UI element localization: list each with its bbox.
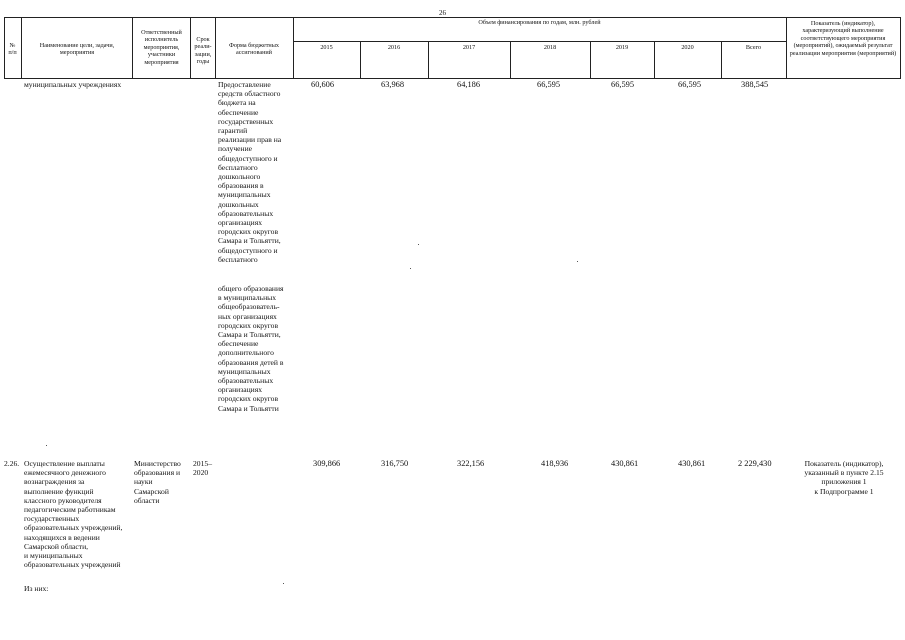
header-num: № п/п: [8, 42, 17, 57]
header-responsible: Ответственный исполнитель мероприятия, участники мероприятия: [141, 29, 182, 66]
scan-speck: [283, 583, 284, 584]
table-right-border: [900, 17, 901, 79]
row1-name: муниципальных учреждениях: [24, 80, 122, 89]
row2-indicator: Показатель (индикатор), указанный в пункте 2.15 приложения 1 к Подпрограмме 1: [804, 459, 884, 496]
row2-responsible: Министерство образования и науки Самарской области: [134, 459, 181, 505]
col-divider-resp: [190, 17, 191, 79]
header-form: Форма бюджетных ассигнований: [229, 42, 279, 57]
years-row-border: [293, 41, 786, 42]
header-year-2020: 2020: [681, 44, 694, 51]
row1-value-2016: 63,968: [381, 80, 405, 89]
row1-form-part1: Предоставление средств областного бюджета на обеспечение государственных гарантий реализации прав на получение общедоступного и бесплатного дошкольного образования в муниципальных дошкольных образовательных организациях городских округов Самара и Тольятти, общедоступного и бесплатного: [218, 80, 282, 264]
col-divider-term: [215, 17, 216, 79]
scan-speck: [410, 268, 411, 269]
row2-value-2020: 430,861: [678, 459, 706, 468]
scan-speck: [418, 244, 419, 245]
table-top-border: [4, 17, 901, 18]
row2-value-2018: 418,936: [541, 459, 569, 468]
row1-value-2020: 66,595: [678, 80, 702, 89]
scan-speck: [46, 445, 47, 446]
scan-speck: [577, 261, 578, 262]
row2-value-2019: 430,861: [611, 459, 639, 468]
header-year-2018: 2018: [543, 44, 557, 51]
row1-form-part2: общего образования в муниципальных общеобразователь- ных организациях городских округов Самара и Тольятти, обеспечение дополнительного образования детей в муниципальных образовательных организациях городских округов Самара и Тольятти: [218, 284, 284, 413]
col-divider-num: [21, 17, 22, 79]
header-year-2016: 2016: [387, 44, 401, 51]
row1-value-2018: 66,595: [537, 80, 561, 89]
row2-value-2015: 309,866: [313, 459, 341, 468]
header-funding: Объем финансирования по годам, млн. рублей: [478, 19, 601, 26]
header-year-2019: 2019: [615, 44, 629, 51]
header-bottom-border: [4, 78, 901, 79]
row2-value-2017: 322,156: [457, 459, 485, 468]
row1-value-2017: 64,186: [457, 80, 481, 89]
footer-text: Из них:: [24, 584, 49, 593]
col-divider-indicator: [786, 17, 787, 79]
row2-name: Осуществление выплаты ежемесячного денежного вознаграждения за выполнение функций классного руководителя педагогическим работникам государственных образовательных учреждений, находящихся в ведении Самарской области, и муниципальных образовательных учреждений: [24, 459, 123, 570]
page-number: 26: [439, 9, 446, 17]
row1-value-total: 388,545: [741, 80, 769, 89]
header-term: Срок реали-зации, годы: [194, 36, 212, 66]
row2-term: 2015– 2020: [193, 459, 212, 478]
row2-value-total: 2 229,430: [738, 459, 772, 468]
header-indicator: Показатель (индикатор), характеризующий выполнение соответствующего мероприятия (мероприятий), ожидаемый результат реализации мероприятия (мероприятий): [789, 20, 897, 57]
row2-number: 2.26.: [4, 459, 20, 468]
header-total: Всего: [745, 44, 762, 51]
row1-value-2015: 60,606: [311, 80, 335, 89]
row2-value-2016: 316,750: [381, 459, 409, 468]
header-name: Наименование цели, задачи, мероприятия: [39, 42, 115, 57]
header-year-2015: 2015: [320, 44, 333, 51]
row1-value-2019: 66,595: [611, 80, 635, 89]
header-year-2017: 2017: [462, 44, 476, 51]
